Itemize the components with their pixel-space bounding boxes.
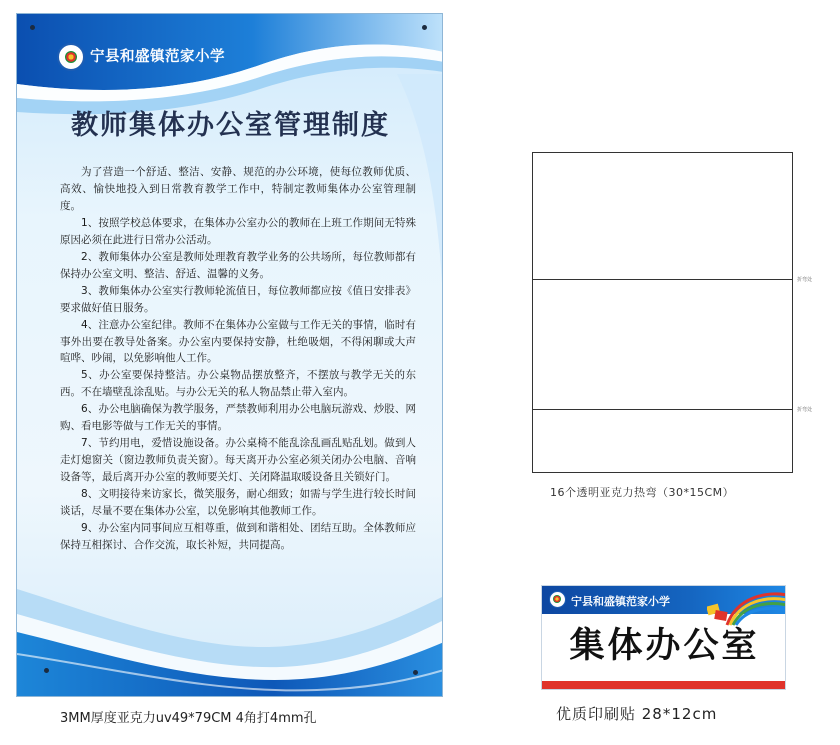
fold-label-2: 折弯处: [797, 407, 813, 413]
regulation-item-9: 9、办公室内同事间应互相尊重，做到和谐相处、团结互助。全体教师应保持互相探讨、合作交流，取长补短，共同提高。: [60, 522, 416, 551]
acrylic-spec-caption: 16个透明亚克力热弯（30*15CM）: [550, 486, 735, 499]
regulation-item-1: 1、按照学校总体要求，在集体办公室办公的教师在上班工作期间无特殊原因必须在此进行日常办公活动。: [60, 216, 416, 246]
sign-title: 集体办公室: [569, 625, 760, 666]
acrylic-fold-diagram: [532, 152, 793, 473]
fold-line-2: [533, 409, 792, 410]
mount-hole-top-right: [422, 25, 427, 30]
fold-label-1: 折弯处: [797, 277, 813, 283]
regulation-item-4: 4、注意办公室纪律。教师不在集体办公室做与工作无关的事情，临时有事外出要在教导处备案。办公室内要保持安静，杜绝吸烟，不得闲聊或大声喧哗、吵闹，以免影响他人工作。: [60, 318, 416, 365]
sign-spec-caption: 优质印刷贴 28*12cm: [556, 705, 718, 723]
mount-hole-top-left: [30, 25, 35, 30]
poster-spec-caption: 3MM厚度亚克力uv49*79CM 4角打4mm孔: [60, 711, 317, 726]
mount-hole-bottom-right: [413, 670, 418, 675]
regulation-item-3: 3、教师集体办公室实行教师轮流值日，每位教师都应按《值日安排表》要求做好值日服务。: [60, 284, 416, 314]
regulation-item-2: 2、教师集体办公室是教师处理教育教学业务的公共场所，每位教师都有保持办公室文明、整洁、舒适、温馨的义务。: [60, 250, 416, 280]
regulation-item-8: 8、文明接待来访家长，微笑服务，耐心细致；如需与学生进行较长时间谈话，尽量不要在集体办公室，以免影响其他教师工作。: [60, 488, 416, 518]
regulation-item-5: 5、办公室要保持整洁。办公桌物品摆放整齐，不摆放与教学无关的东西。不在墙壁乱涂乱贴。与办公无关的私人物品禁止带入室内。: [60, 369, 416, 399]
mount-hole-bottom-left: [44, 668, 49, 673]
regulation-intro: 为了营造一个舒适、整洁、安静、规范的办公环境，使每位教师优质、高效、愉快地投入到日常教育教学工作中，特制定教师集体办公室管理制度。: [60, 166, 416, 212]
regulation-item-7: 7、节约用电，爱惜设施设备。办公桌椅不能乱涂乱画乱贴乱划。做到人走灯熄窗关（窗边教师负责关窗）。每天离开办公室必须关闭办公电脑、音响设备等，最后离开办公室的教师要关灯、关闭降温取暖设备且关锁好门。: [60, 437, 416, 484]
sign-school-name: 宁县和盛镇范家小学: [571, 595, 670, 608]
regulation-item-6: 6、办公电脑确保为教学服务，严禁教师利用办公电脑玩游戏、炒股、网购、看电影等做与工作无关的事情。: [60, 403, 416, 433]
school-logo-icon: [549, 591, 566, 608]
poster-title: 教师集体办公室管理制度: [71, 110, 390, 141]
door-sign: [541, 585, 786, 690]
poster: [16, 13, 443, 697]
regulation-text: [60, 164, 416, 554]
sign-red-bar: [542, 681, 786, 690]
school-name: 宁县和盛镇范家小学: [90, 49, 225, 65]
fold-line-1: [533, 279, 792, 280]
school-logo-icon: [57, 43, 85, 71]
